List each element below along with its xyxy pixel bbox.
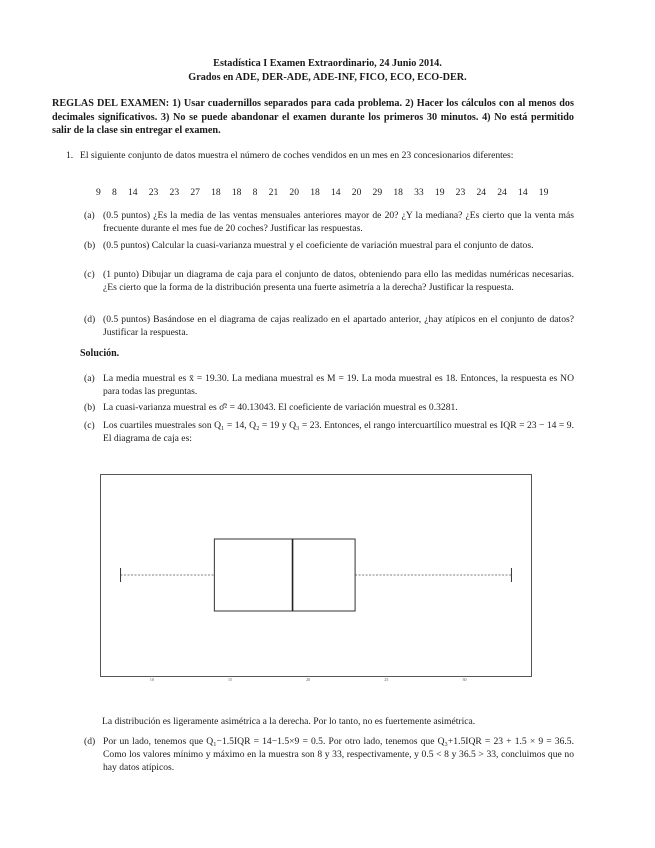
data-value: 14 [518, 187, 528, 198]
solution-part-b [84, 401, 574, 414]
data-value: 18 [310, 187, 320, 198]
part-text: Los cuartiles muestrales son Q₁ = 14, Q₂ = 19 y Q₃ = 23. Entonces, el rango intercuartílico muestral es IQR = 23 − 14 = 9. El diagrama de caja es: [103, 420, 574, 444]
part-text: (0.5 puntos) Calcular la cuasi-varianza muestral y el coeficiente de variación muestral para el conjunto de datos. [103, 240, 534, 251]
part-text: (0.5 puntos) Basándose en el diagrama de cajas realizado en el apartado anterior, ¿hay atípicos en el conjunto de datos? Justificar la respuesta. [103, 314, 574, 338]
title-line-1: Estadística I Examen Extraordinario, 24 Junio 2014. [213, 58, 442, 69]
solution-part-d [84, 735, 574, 774]
x-tick-label: 30 [462, 677, 467, 682]
x-tick-label: 20 [306, 677, 311, 682]
part-label: (b) [84, 240, 96, 251]
part-label: (c) [84, 269, 95, 280]
question-part-b [84, 239, 574, 252]
data-value: 20 [351, 187, 362, 198]
data-value: 14 [330, 187, 341, 198]
part-label: (d) [84, 736, 96, 747]
question-part-d [84, 313, 574, 339]
data-value: 19 [538, 187, 549, 198]
data-value: 23 [455, 187, 466, 198]
data-value: 19 [434, 187, 445, 198]
part-text: La cuasi-varianza muestral es σ̂² = 40.13043. El coeficiente de variación muestral es 0.3281. [103, 402, 458, 413]
data-value: 18 [211, 187, 221, 198]
boxplot-chart [101, 475, 531, 676]
data-value: 9 [96, 187, 101, 198]
x-tick-label: 25 [384, 677, 389, 682]
part-text: La media muestral es x̄ = 19.30. La mediana muestral es M = 19. La moda muestral es 18. Entonces, la respuesta es NO para todas las preguntas. [103, 373, 574, 397]
data-value: 23 [169, 187, 180, 198]
part-text: Por un lado, tenemos que Q₁−1.5IQR = 14−1.5×9 = 0.5. Por otro lado, tenemos que Q₃+1.5IQR = 23 + 1.5 × 9 = 36.5. Como los valores mínimo y máximo en la muestra son 8 y 33, respectivamente, y 0.5 < 8 y 36.5 > 33, concluimos que no hay datos atípicos. [103, 736, 574, 773]
boxplot-frame [100, 474, 532, 677]
part-text: (1 punto) Dibujar un diagrama de caja para el conjunto de datos, obteniendo para ello las medidas numéricas necesarias. ¿Es cierto que la forma de la distribución presenta una fuerte asimetría a la derecha? Justificar la respuesta. [103, 269, 574, 293]
question-part-c [84, 268, 574, 294]
title-line-2: Grados en ADE, DER-ADE, ADE-INF, FICO, ECO, ECO-DER. [188, 72, 467, 83]
solution-part-a [84, 372, 574, 398]
data-values [96, 187, 560, 198]
data-value: 8 [111, 187, 117, 198]
part-label: (d) [84, 314, 96, 325]
data-value: 20 [289, 187, 300, 198]
data-value: 18 [393, 187, 403, 198]
part-text: (0.5 puntos) ¿Es la media de las ventas mensuales anteriores mayor de 20? ¿Y la mediana? ¿Es cierto que la venta más frecuente durante el mes fue de 20 coches? Justificar las respuestas. [103, 210, 574, 234]
data-value: 21 [268, 187, 279, 198]
exam-title [0, 57, 655, 85]
data-value: 24 [476, 187, 487, 198]
data-value: 23 [148, 187, 159, 198]
exam-rules: REGLAS DEL EXAMEN: 1) Usar cuadernillos separados para cada problema. 2) Hacer los cálculos con al menos dos decimales significativos. 3) No se puede abandonar el examen durante los primeros 30 minutos. 4) No está permitido salir de la clase sin entregar el examen. [52, 98, 574, 136]
data-value: 27 [190, 187, 200, 198]
data-value: 18 [231, 187, 242, 198]
data-value: 33 [414, 187, 424, 198]
data-value: 24 [497, 187, 507, 198]
question-intro: El siguiente conjunto de datos muestra el número de coches vendidos en un mes en 23 concesionarios diferentes: [80, 150, 514, 161]
part-label: (a) [84, 210, 95, 221]
data-value: 14 [127, 187, 138, 198]
iqr-box [214, 539, 355, 611]
data-value: 29 [372, 187, 383, 198]
x-tick-label: 15 [228, 677, 232, 682]
part-label: (c) [84, 420, 95, 431]
data-value: 8 [252, 187, 258, 198]
solution-heading: Solución. [80, 348, 120, 359]
question-number: 1. [66, 150, 74, 161]
question-part-a [84, 209, 574, 235]
x-tick-label: 10 [149, 677, 154, 682]
part-label: (a) [84, 373, 95, 384]
solution-conclusion: La distribución es ligeramente asimétrica a la derecha. Por lo tanto, no es fuertemente asimétrica. [102, 716, 476, 727]
part-label: (b) [84, 402, 96, 413]
question-1 [66, 149, 574, 162]
solution-part-c [84, 419, 574, 445]
